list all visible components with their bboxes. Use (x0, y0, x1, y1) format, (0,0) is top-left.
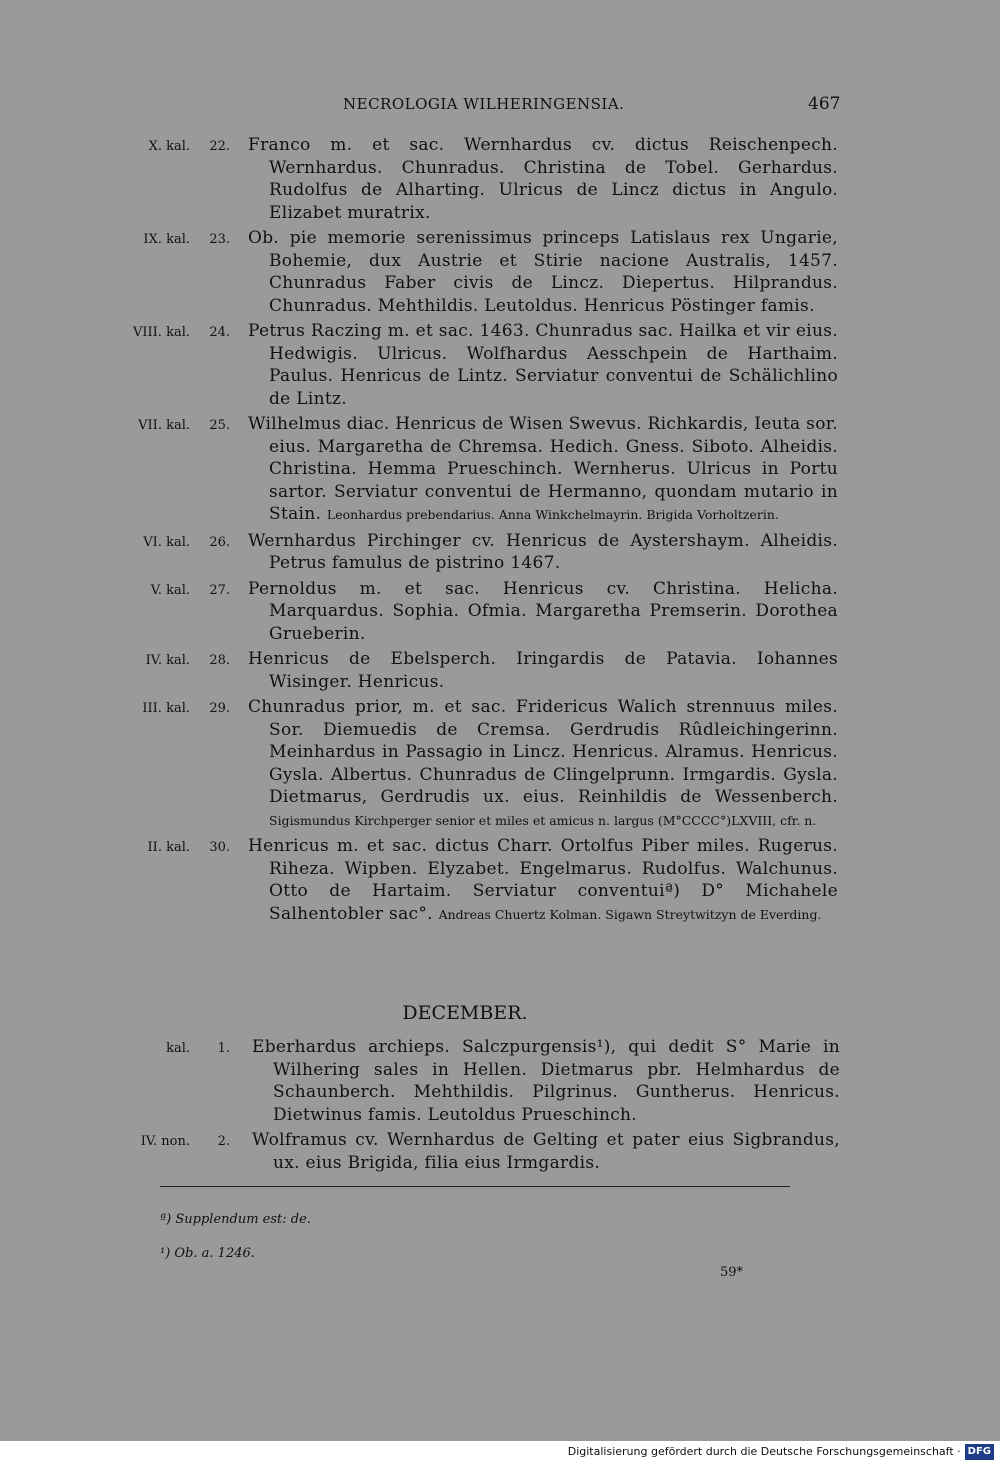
entry-row (0, 578, 1000, 646)
day-number: 29. (209, 701, 230, 716)
calendar-date: IV. non. (140, 1134, 190, 1149)
entry-addition: Sigismundus Kirchperger senior et miles et amicus n. largus (M°CCCC°)LXVIII, cfr. n. (269, 812, 817, 828)
digitization-footer (0, 1441, 1000, 1463)
dfg-logo: DFG (965, 1444, 994, 1460)
running-title: NECROLOGIA WILHERINGENSIA. (343, 95, 625, 113)
entry-addition: Leonhardus prebendarius. Anna Winkchelmayrin. Brigida Vorholtzerin. (326, 507, 779, 522)
calendar-date: II. kal. (147, 840, 190, 855)
november-entries (0, 134, 1000, 929)
december-entries (0, 1036, 1000, 1177)
day-number: 27. (209, 582, 230, 598)
footnote-1: ¹) Ob. a. 1246. (160, 1246, 255, 1261)
calendar-date: V. kal. (150, 582, 190, 598)
footer-text: Digitalisierung gefördert durch die Deutsche Forschungsgemeinschaft · (567, 1445, 961, 1458)
entry-row (0, 134, 1000, 224)
entry-text (248, 530, 838, 575)
printer-signature: 59* (720, 1265, 744, 1280)
day-number: 22. (209, 139, 230, 154)
section-title: DECEMBER. (402, 1002, 528, 1024)
entry-addition: Andreas Chuertz Kolman. Sigawn Streytwitzyn de Everding. (438, 906, 822, 922)
entry-body: Petrus Raczing m. et sac. 1463. Chunradus sac. Hailka et vir eius. Hedwigis. Ulricus. Wolfhardus Aesschpein de Harthaim. Paulus. Henricus de Lintz. Serviatur conventui de Schälichlino de Lintz. (248, 321, 838, 409)
calendar-date: IV. kal. (145, 653, 190, 668)
entry-body: Henricus m. et sac. dictus Charr. Ortolfus Piber miles. Rugerus. Riheza. Wipben. Elyzabet. Engelmarus. Rudolfus. Walchunus. Otto de Hartaim. Serviatur conventuiª) D° Michahele Salhentobler sac°. (248, 836, 838, 924)
day-number: 2. (217, 1134, 230, 1149)
calendar-date: IX. kal. (143, 232, 190, 247)
entry-row (0, 413, 1000, 527)
entry-text (252, 1129, 840, 1174)
day-number: 30. (209, 840, 230, 855)
page-number: 467 (808, 94, 841, 114)
entry-row (0, 1036, 1000, 1126)
entry-body: Wernhardus Pirchinger cv. Henricus de Aystershaym. Alheidis. Petrus famulus de pistrino 1467. (248, 530, 838, 573)
day-number: 28. (209, 653, 230, 668)
calendar-date: VI. kal. (143, 534, 190, 550)
entry-text (248, 134, 838, 224)
entry-text (248, 578, 838, 646)
calendar-date: X. kal. (148, 139, 190, 154)
day-number: 26. (209, 534, 230, 550)
entry-row (0, 835, 1000, 926)
footnote-a: ª) Supplendum est: de. (160, 1212, 311, 1227)
calendar-date: III. kal. (142, 701, 190, 716)
entry-row (0, 227, 1000, 317)
day-number: 1. (217, 1041, 230, 1056)
entry-body: Wolframus cv. Wernhardus de Gelting et pater eius Sigbrandus, ux. eius Brigida, filia eius Irmgardis. (252, 1130, 840, 1173)
entry-body: Eberhardus archieps. Salczpurgensis¹), qui dedit S° Marie in Wilhering sales in Hellen. Dietmarus pbr. Helmhardus de Schaunberch. Mehthildis. Pilgrinus. Guntherus. Henricus. Dietwinus famis. Leutoldus Prueschinch. (252, 1037, 840, 1125)
entry-text (248, 227, 838, 317)
entry-body: Wilhelmus diac. Henricus de Wisen Swevus. Richkardis, Ieuta sor. eius. Margaretha de Chremsa. Hedich. Gness. Siboto. Alheidis. Christina. Hemma Prueschinch. Wernherus. Ulricus in Portu sartor. Serviatur conventui de Hermanno, quondam mutario in Stain. (248, 414, 838, 524)
entry-body: Pernoldus m. et sac. Henricus cv. Christina. Helicha. Marquardus. Sophia. Ofmia. Margaretha Premserin. Dorothea Grueberin. (248, 578, 838, 644)
entry-row (0, 1129, 1000, 1174)
entry-text (252, 1036, 840, 1126)
calendar-date: VII. kal. (138, 418, 190, 433)
entry-row (0, 696, 1000, 832)
entry-row (0, 320, 1000, 410)
entry-row (0, 648, 1000, 693)
day-number: 24. (209, 325, 230, 340)
entry-body: Franco m. et sac. Wernhardus cv. dictus Reischenpech. Wernhardus. Chunradus. Christina de Tobel. Gerhardus. Rudolfus de Alharting. Ulricus de Lincz dictus in Angulo. Elizabet muratrix. (248, 135, 838, 223)
day-number: 23. (209, 232, 230, 247)
entry-text (248, 696, 838, 832)
entry-row (0, 530, 1000, 575)
entry-body: Chunradus prior, m. et sac. Fridericus Walich strennuus miles. Sor. Diemuedis de Cremsa. Gerdrudis Rûdleichingerinn. Meinhardus in Passagio in Lincz. Henricus. Alramus. Henricus. Gysla. Albertus. Chunradus de Clingelprunn. Irmgardis. Gysla. Dietmarus, Gerdrudis ux. eius. Reinhildis de Wessenberch. (248, 697, 838, 807)
entry-body: Ob. pie memorie serenissimus princeps Latislaus rex Ungarie, Bohemie, dux Austrie et Stirie nacione Australis, 1457. Chunradus Faber civis de Lincz. Diepertus. Hilprandus. Chunradus. Mehthildis. Leutoldus. Henricus Pöstinger famis. (248, 228, 838, 316)
entry-text (248, 413, 838, 527)
calendar-date: kal. (166, 1041, 190, 1056)
day-number: 25. (209, 418, 230, 433)
entry-text (248, 648, 838, 693)
entry-text (248, 320, 838, 410)
footnote-divider (160, 1186, 790, 1187)
entry-body: Henricus de Ebelsperch. Iringardis de Patavia. Iohannes Wisinger. Henricus. (248, 649, 838, 692)
calendar-date: VIII. kal. (133, 325, 190, 340)
entry-text (248, 835, 838, 926)
